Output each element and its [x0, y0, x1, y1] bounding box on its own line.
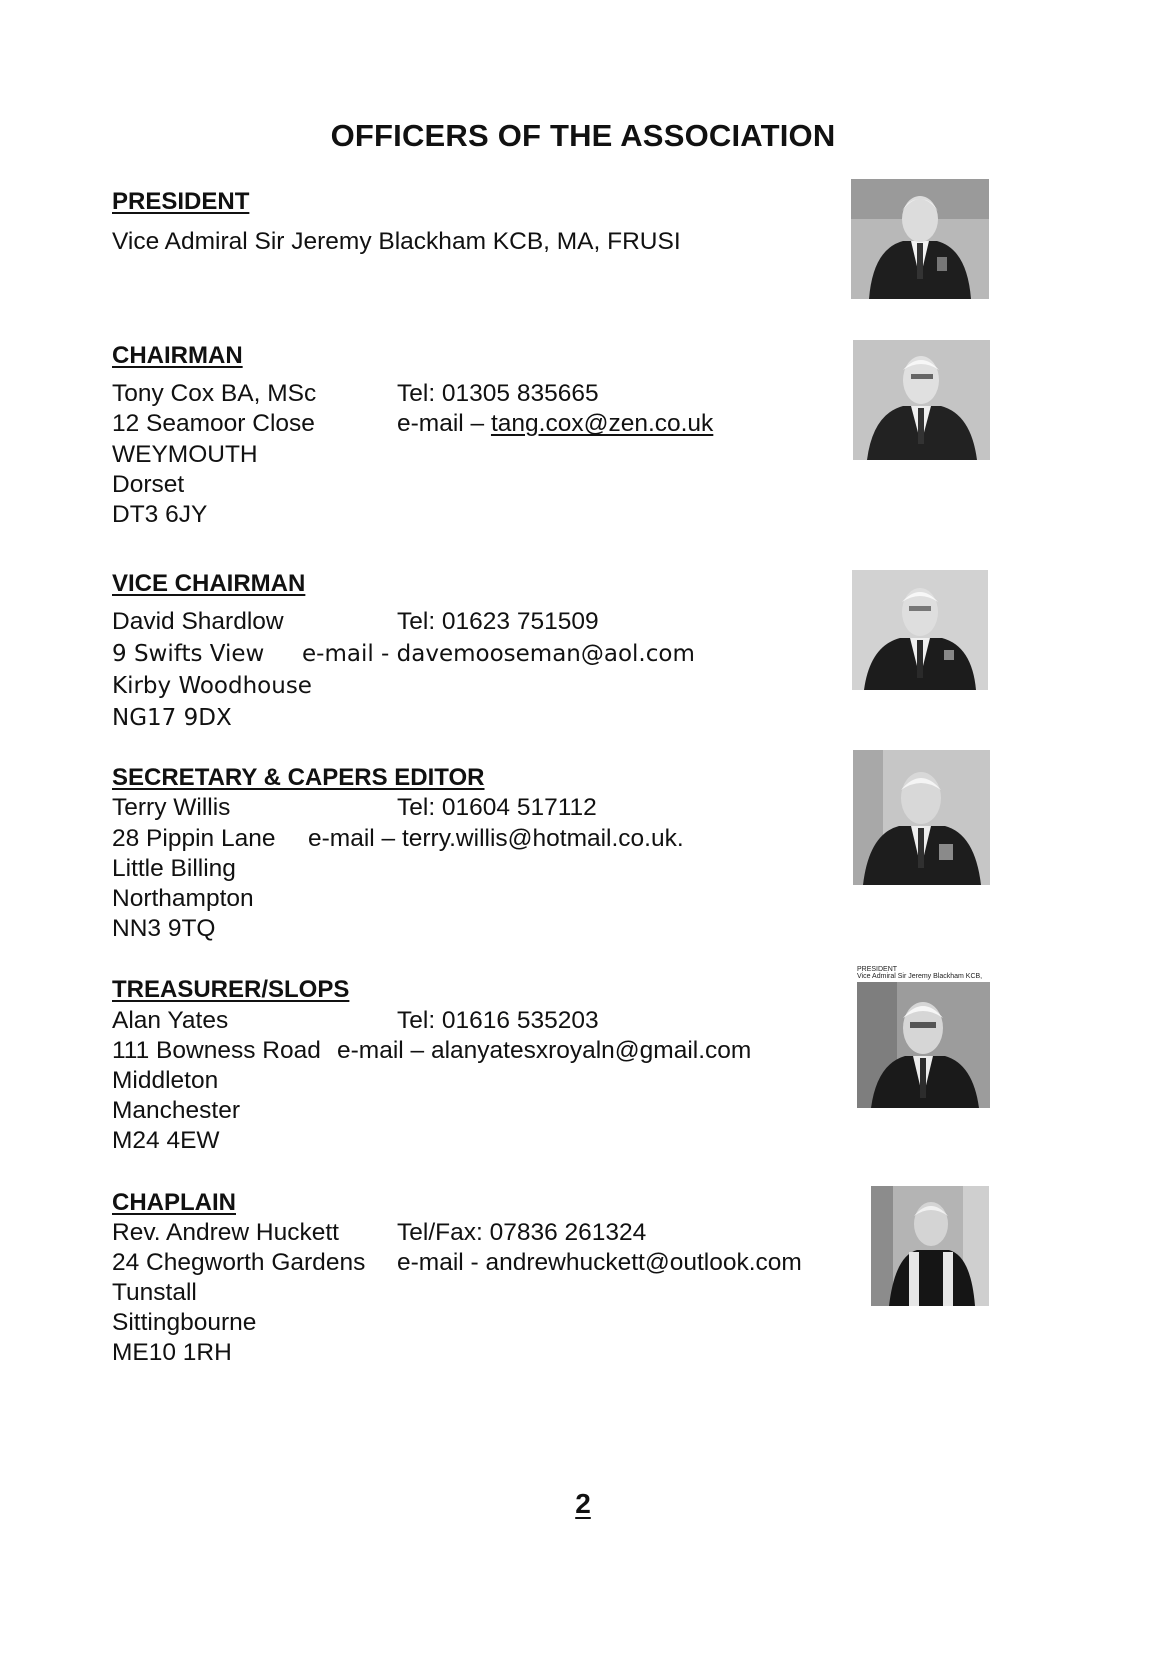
chaplain-heading: CHAPLAIN: [112, 1189, 236, 1216]
chairman-email-link[interactable]: tang.cox@zen.co.uk: [490, 410, 714, 437]
chaplain-photo: [871, 1186, 989, 1306]
treasurer-address-line: Manchester: [112, 1097, 241, 1124]
chaplain-address-line: Sittingbourne: [112, 1309, 257, 1336]
chairman-tel: Tel: 01305 835665: [397, 380, 599, 407]
vice-chairman-tel: Tel: 01623 751509: [397, 608, 599, 635]
treasurer-heading: TREASURER/SLOPS: [112, 976, 350, 1003]
treasurer-email: e-mail – alanyatesxroyaln@gmail.com: [337, 1037, 752, 1064]
chairman-address-line: Dorset: [112, 471, 185, 498]
vice-chairman-address-line: NG17 9DX: [112, 705, 232, 731]
treasurer-photo: [857, 982, 990, 1108]
photo-caption-line: PRESIDENT: [857, 966, 898, 973]
vice-chairman-photo: [852, 570, 988, 690]
vice-chairman-address-line: Kirby Woodhouse: [112, 673, 312, 699]
vice-chairman-email: e-mail - davemooseman@aol.com: [302, 641, 695, 667]
chairman-photo: [853, 340, 990, 460]
vice-chairman-name: David Shardlow: [112, 608, 284, 635]
chaplain-tel: Tel/Fax: 07836 261324: [397, 1219, 647, 1246]
secretary-address-line: NN3 9TQ: [112, 915, 216, 942]
chaplain-address-line: 24 Chegworth Gardens: [112, 1249, 366, 1276]
secretary-email: e-mail – terry.willis@hotmail.co.uk.: [308, 825, 684, 852]
chaplain-name: Rev. Andrew Huckett: [112, 1219, 339, 1246]
page-number: 2: [575, 1488, 591, 1519]
treasurer-address-line: 111 Bowness Road: [112, 1037, 321, 1064]
chairman-address-line: WEYMOUTH: [112, 441, 258, 468]
photo-caption-line: Vice Admiral Sir Jeremy Blackham KCB,: [857, 973, 983, 980]
chairman-email-prefix: e-mail –: [397, 410, 491, 437]
chaplain-address-line: ME10 1RH: [112, 1339, 232, 1366]
secretary-name: Terry Willis: [112, 794, 231, 821]
chaplain-email: e-mail - andrewhuckett@outlook.com: [397, 1249, 802, 1276]
vice-chairman-heading: VICE CHAIRMAN: [112, 570, 306, 597]
president-heading: PRESIDENT: [112, 188, 250, 215]
treasurer-address-line: Middleton: [112, 1067, 219, 1094]
secretary-photo: [853, 750, 990, 885]
secretary-address-line: 28 Pippin Lane: [112, 825, 276, 852]
secretary-heading: SECRETARY & CAPERS EDITOR: [112, 764, 485, 791]
treasurer-name: Alan Yates: [112, 1007, 229, 1034]
president-photo: [851, 179, 989, 299]
chairman-name: Tony Cox BA, MSc: [112, 380, 317, 407]
vice-chairman-address-line: 9 Swifts View: [112, 641, 265, 667]
treasurer-tel: Tel: 01616 535203: [397, 1007, 599, 1034]
chaplain-address-line: Tunstall: [112, 1279, 197, 1306]
chairman-heading: CHAIRMAN: [112, 342, 243, 369]
secretary-address-line: Little Billing: [112, 855, 236, 882]
president-name: Vice Admiral Sir Jeremy Blackham KCB, MA, FRUSI: [112, 228, 681, 255]
chairman-address-line: DT3 6JY: [112, 501, 208, 528]
secretary-address-line: Northampton: [112, 885, 254, 912]
secretary-tel: Tel: 01604 517112: [397, 794, 597, 821]
chairman-email-row: [397, 410, 713, 438]
page-title: OFFICERS OF THE ASSOCIATION: [330, 118, 836, 153]
chairman-address-line: 12 Seamoor Close: [112, 410, 315, 437]
treasurer-address-line: M24 4EW: [112, 1127, 220, 1154]
